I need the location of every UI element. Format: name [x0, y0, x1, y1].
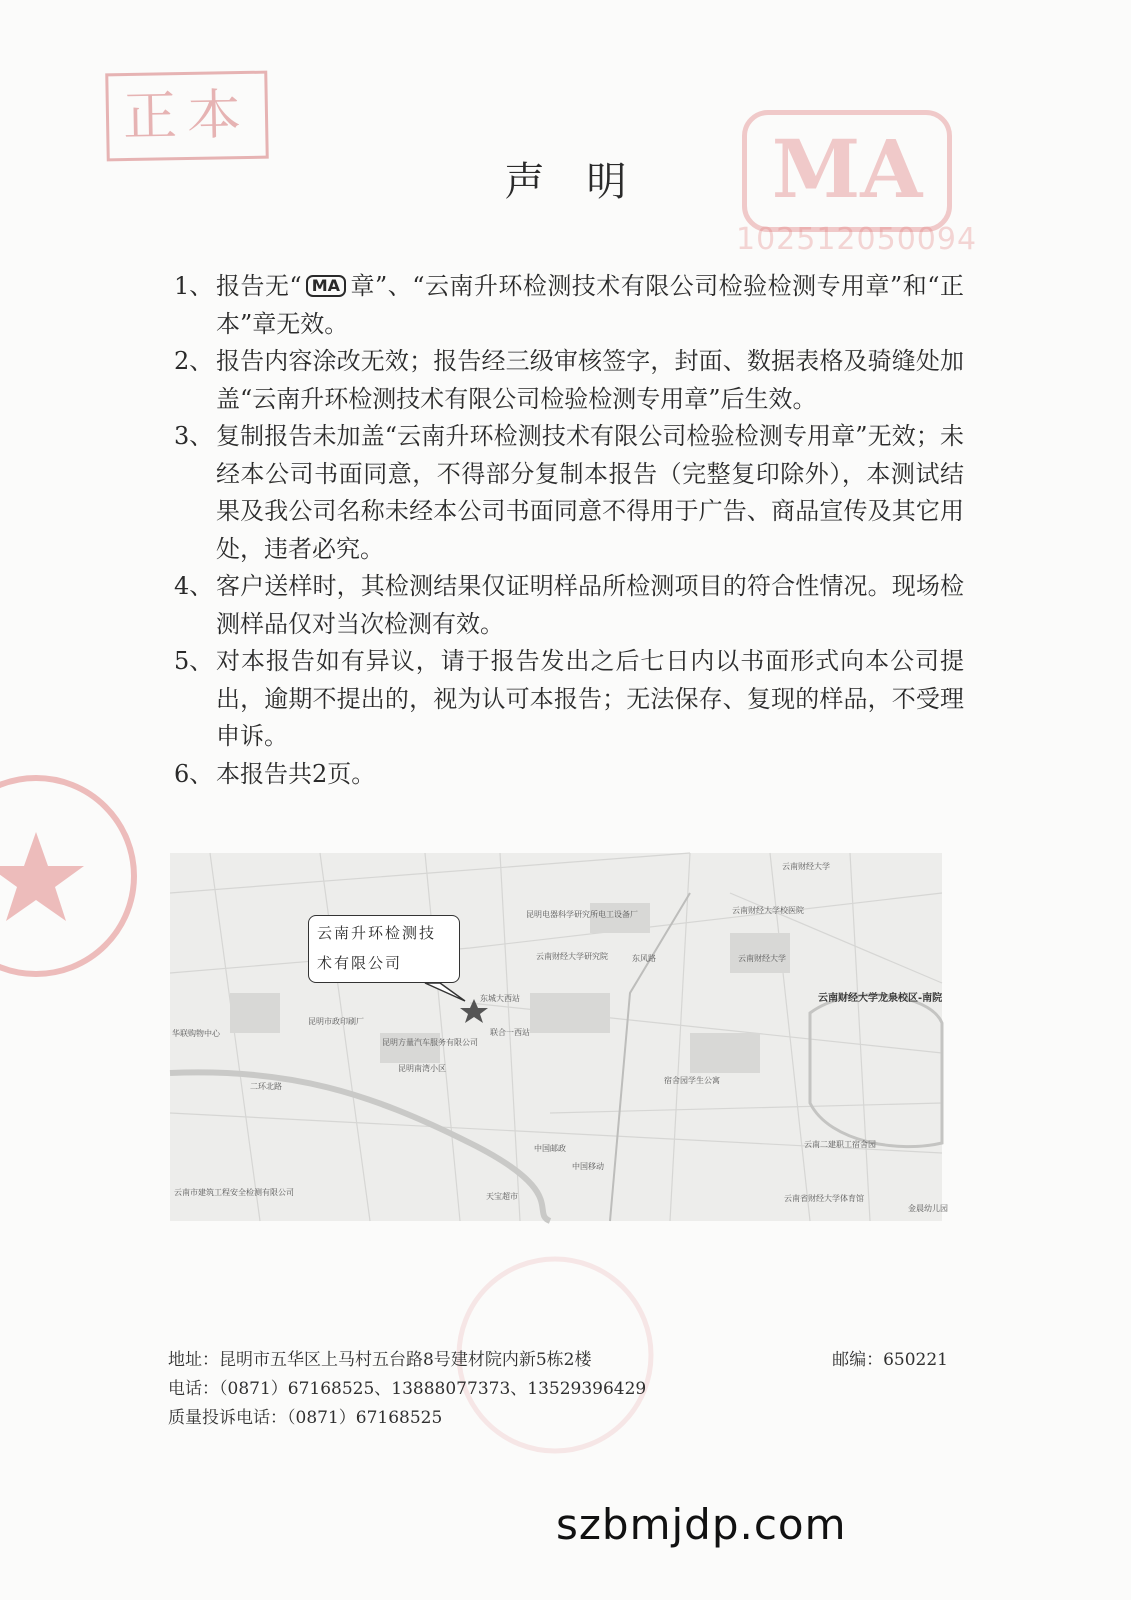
statement-item-2: [174, 343, 964, 418]
map-label: 金晨幼儿园: [908, 1204, 948, 1213]
statement-list: [174, 268, 964, 793]
map-label: 云南二建职工宿舍园: [804, 1140, 876, 1149]
cma-mark-icon: MA: [306, 275, 346, 297]
map-label: 东城大西站: [480, 994, 520, 1003]
map-label: 云南市建筑工程安全检测有限公司: [174, 1188, 294, 1197]
statement-item-1: [174, 268, 964, 343]
map-label: 云南省财经大学体育馆: [784, 1194, 864, 1203]
zip-code: 邮编：650221: [832, 1350, 948, 1370]
statement-item-5: [174, 643, 964, 756]
map-label: 中国移动: [572, 1162, 604, 1171]
complaint-phone-text: 质量投诉电话：（0871）67168525: [168, 1408, 443, 1428]
item-text: 对本报告如有异议，请于报告发出之后七日内以书面形式向本公司提出，逾期不提出的，视为认可本报告；无法保存、复现的样品，不受理申诉。: [216, 647, 964, 750]
contact-footer: [168, 1346, 948, 1433]
map-label: 昆明电器科学研究所电工设备厂: [526, 910, 638, 919]
site-watermark: szbmjdp.com: [556, 1500, 847, 1549]
company-seal-left: [0, 770, 142, 982]
address-row: [168, 1346, 948, 1375]
statement-item-3: [174, 418, 964, 568]
item-number: 2、: [174, 347, 214, 375]
item-text-start: 报告无“: [216, 272, 302, 300]
map-label: 云南财经大学: [738, 954, 786, 963]
map-label: 华联购物中心: [172, 1029, 220, 1038]
map-label: 东风路: [632, 954, 656, 963]
map-label: 云南财经大学龙泉校区-南院: [818, 993, 943, 1004]
map-label: 联合一西站: [490, 1028, 530, 1037]
map-label: 云南财经大学研究院: [536, 952, 608, 961]
phone-row: [168, 1375, 948, 1404]
location-map: [170, 853, 948, 1221]
map-label: 中国邮政: [534, 1144, 566, 1153]
callout-line-1: 云南升环检测技: [317, 924, 437, 942]
item-number: 3、: [174, 422, 214, 450]
item-number: 4、: [174, 572, 214, 600]
statement-item-6: [174, 756, 964, 794]
phone-text: 电话：（0871）67168525、13888077373、13529396429: [168, 1379, 647, 1399]
page-title: 声明: [504, 159, 669, 205]
item-text: 复制报告未加盖“云南升环检测技术有限公司检验检测专用章”无效；未经本公司书面同意，不得部分复制本报告（完整复印除外），本测试结果及我公司名称未经本公司书面同意不得用于广告、商品宣传及其它用处，违者必究。: [216, 422, 964, 563]
map-label: 宿舍园学生公寓: [664, 1076, 720, 1085]
map-label: 昆明方量汽车服务有限公司: [382, 1038, 478, 1047]
company-callout: [308, 915, 460, 983]
map-label: 昆明市政印刷厂: [308, 1017, 364, 1026]
map-label: 云南财经大学校医院: [732, 906, 804, 915]
map-label: 天宝超市: [486, 1192, 518, 1201]
cma-stamp-code: 102512050094: [736, 222, 978, 257]
item-number: 1、: [174, 272, 214, 300]
address-text: 地址：昆明市五华区上马村五台路8号建材院内新5栋2楼: [168, 1350, 592, 1370]
callout-line-2: 术有限公司: [317, 954, 403, 972]
item-text-end: 章”、“云南升环检测技术有限公司检验检测专用章”和“正本”章无效。: [216, 272, 964, 338]
item-text: 报告内容涂改无效；报告经三级审核签字，封面、数据表格及骑缝处加盖“云南升环检测技术有限公司检验检测专用章”后生效。: [216, 347, 964, 413]
statement-item-4: [174, 568, 964, 643]
item-text: 客户送样时，其检测结果仅证明样品所检测项目的符合性情况。现场检测样品仅对当次检测有效。: [216, 572, 964, 638]
item-number: 5、: [174, 647, 214, 675]
original-copy-stamp: 正本: [105, 71, 269, 162]
item-number: 6、: [174, 759, 214, 788]
cma-stamp: MA: [742, 110, 952, 232]
item-text: 本报告共2页。: [216, 759, 376, 788]
map-label: 二环北路: [250, 1082, 282, 1091]
map-label: 云南财经大学: [782, 862, 830, 871]
map-label: 昆明南湾小区: [398, 1064, 446, 1073]
complaint-phone-row: [168, 1404, 948, 1433]
